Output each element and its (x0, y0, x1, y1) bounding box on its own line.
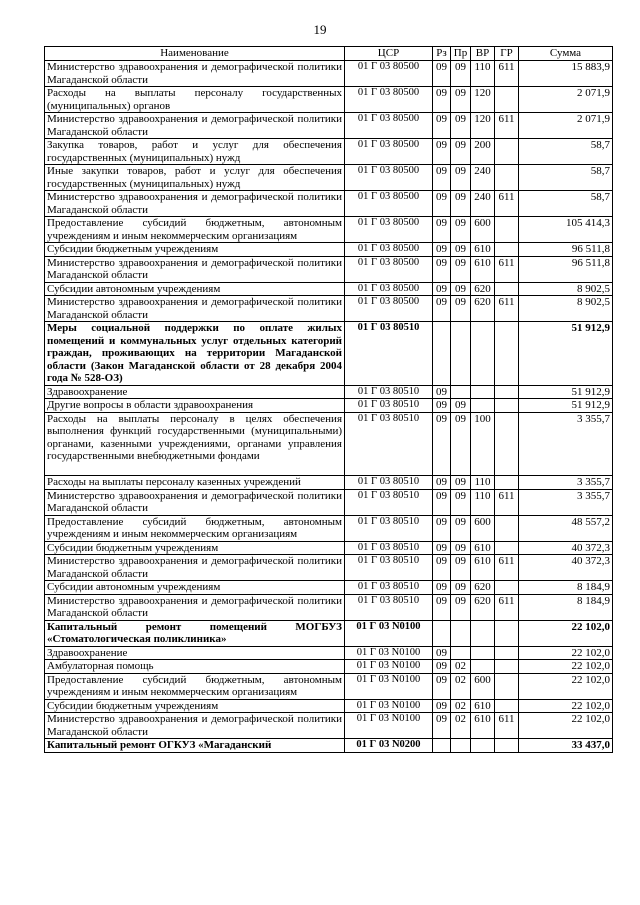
cell-pr: 02 (451, 699, 471, 713)
cell-rz: 09 (433, 282, 451, 296)
cell-vr: 120 (471, 113, 495, 139)
cell-csr: 01 Г 03 80510 (345, 555, 433, 581)
cell-sum: 33 437,0 (519, 739, 613, 753)
cell-pr: 09 (451, 191, 471, 217)
cell-name: Расходы на выплаты персоналу казенных учреждений (45, 476, 345, 490)
cell-rz: 09 (433, 256, 451, 282)
cell-csr: 01 Г 03 80510 (345, 476, 433, 490)
cell-vr (471, 739, 495, 753)
cell-csr: 01 Г 03 80510 (345, 322, 433, 386)
cell-vr: 240 (471, 191, 495, 217)
table-row (45, 385, 613, 399)
cell-name: Здравоохранение (45, 646, 345, 660)
cell-sum: 22 102,0 (519, 713, 613, 739)
cell-pr: 09 (451, 515, 471, 541)
cell-rz: 09 (433, 699, 451, 713)
cell-vr: 610 (471, 541, 495, 555)
cell-csr: 01 Г 03 80510 (345, 515, 433, 541)
table-row (45, 541, 613, 555)
cell-pr: 09 (451, 581, 471, 595)
cell-csr: 01 Г 03 80500 (345, 87, 433, 113)
cell-gr: 611 (495, 489, 519, 515)
cell-pr: 09 (451, 476, 471, 490)
cell-sum: 8 184,9 (519, 594, 613, 620)
cell-gr (495, 620, 519, 646)
cell-vr: 610 (471, 256, 495, 282)
table-row (45, 217, 613, 243)
cell-csr: 01 Г 03 80500 (345, 243, 433, 257)
cell-vr: 610 (471, 243, 495, 257)
cell-name: Закупка товаров, работ и услуг для обеспечения государственных (муниципальных) нужд (45, 139, 345, 165)
cell-rz: 09 (433, 165, 451, 191)
cell-csr: 01 Г 03 N0100 (345, 620, 433, 646)
cell-csr: 01 Г 03 80500 (345, 296, 433, 322)
cell-name: Министерство здравоохранения и демографической политики Магаданской области (45, 61, 345, 87)
cell-pr (451, 322, 471, 386)
cell-pr: 09 (451, 217, 471, 243)
cell-gr (495, 243, 519, 257)
table-row (45, 713, 613, 739)
cell-name: Капитальный ремонт ОГКУЗ «Магаданский (45, 739, 345, 753)
cell-sum: 96 511,8 (519, 243, 613, 257)
cell-rz: 09 (433, 594, 451, 620)
cell-pr: 09 (451, 243, 471, 257)
table-row (45, 739, 613, 753)
cell-csr: 01 Г 03 80500 (345, 191, 433, 217)
page-number: 19 (313, 22, 327, 37)
cell-sum: 3 355,7 (519, 489, 613, 515)
cell-csr: 01 Г 03 N0100 (345, 673, 433, 699)
cell-name: Субсидии бюджетным учреждениям (45, 541, 345, 555)
column-header-vr: ВР (471, 47, 495, 61)
cell-sum: 22 102,0 (519, 620, 613, 646)
budget-table (44, 46, 613, 753)
cell-rz: 09 (433, 296, 451, 322)
cell-gr: 611 (495, 555, 519, 581)
cell-sum: 8 902,5 (519, 282, 613, 296)
cell-pr: 02 (451, 673, 471, 699)
cell-csr: 01 Г 03 80510 (345, 489, 433, 515)
cell-rz: 09 (433, 87, 451, 113)
cell-gr (495, 322, 519, 386)
cell-name: Предоставление субсидий бюджетным, автономным учреждениям и иным некоммерческим организациям (45, 217, 345, 243)
cell-rz: 09 (433, 646, 451, 660)
cell-name: Расходы на выплаты персоналу в целях обеспечения выполнения функций государственными (муниципальными) органами, казенными учреждениями, органами управления государственными внебюджетными фондами (45, 412, 345, 476)
cell-rz: 09 (433, 515, 451, 541)
cell-rz: 09 (433, 217, 451, 243)
cell-rz: 09 (433, 113, 451, 139)
cell-name: Амбулаторная помощь (45, 660, 345, 674)
cell-pr: 09 (451, 87, 471, 113)
cell-name: Предоставление субсидий бюджетным, автономным учреждениям и иным некоммерческим организациям (45, 673, 345, 699)
cell-rz (433, 739, 451, 753)
cell-gr: 611 (495, 713, 519, 739)
cell-vr: 610 (471, 699, 495, 713)
cell-gr (495, 139, 519, 165)
cell-vr: 620 (471, 594, 495, 620)
table-row (45, 660, 613, 674)
table-row (45, 243, 613, 257)
cell-vr: 110 (471, 489, 495, 515)
cell-pr: 09 (451, 61, 471, 87)
cell-gr (495, 646, 519, 660)
cell-csr: 01 Г 03 80500 (345, 282, 433, 296)
cell-vr: 100 (471, 412, 495, 476)
cell-rz: 09 (433, 713, 451, 739)
cell-pr: 09 (451, 256, 471, 282)
cell-name: Субсидии бюджетным учреждениям (45, 699, 345, 713)
cell-pr: 09 (451, 555, 471, 581)
cell-csr: 01 Г 03 N0100 (345, 646, 433, 660)
cell-sum: 8 902,5 (519, 296, 613, 322)
cell-gr: 611 (495, 296, 519, 322)
table-row (45, 620, 613, 646)
cell-sum: 58,7 (519, 165, 613, 191)
cell-name: Министерство здравоохранения и демографической политики Магаданской области (45, 191, 345, 217)
cell-rz: 09 (433, 476, 451, 490)
cell-name: Предоставление субсидий бюджетным, автономным учреждениям и иным некоммерческим организациям (45, 515, 345, 541)
cell-gr (495, 673, 519, 699)
cell-gr (495, 217, 519, 243)
cell-rz: 09 (433, 541, 451, 555)
cell-rz: 09 (433, 399, 451, 413)
cell-gr (495, 399, 519, 413)
cell-gr (495, 660, 519, 674)
cell-vr (471, 660, 495, 674)
cell-csr: 01 Г 03 N0100 (345, 660, 433, 674)
table-row (45, 282, 613, 296)
cell-csr: 01 Г 03 N0100 (345, 699, 433, 713)
cell-csr: 01 Г 03 80510 (345, 412, 433, 476)
cell-gr (495, 739, 519, 753)
cell-name: Министерство здравоохранения и демографической политики Магаданской области (45, 594, 345, 620)
cell-sum: 96 511,8 (519, 256, 613, 282)
cell-gr: 611 (495, 594, 519, 620)
cell-vr: 610 (471, 713, 495, 739)
cell-sum: 2 071,9 (519, 113, 613, 139)
cell-gr (495, 282, 519, 296)
cell-pr: 09 (451, 489, 471, 515)
table-row (45, 256, 613, 282)
table-row (45, 581, 613, 595)
cell-sum: 22 102,0 (519, 646, 613, 660)
cell-name: Здравоохранение (45, 385, 345, 399)
table-row (45, 139, 613, 165)
cell-csr: 01 Г 03 80510 (345, 385, 433, 399)
cell-rz: 09 (433, 673, 451, 699)
cell-name: Министерство здравоохранения и демографической политики Магаданской области (45, 555, 345, 581)
table-row (45, 61, 613, 87)
cell-sum: 15 883,9 (519, 61, 613, 87)
cell-gr: 611 (495, 191, 519, 217)
cell-pr: 09 (451, 399, 471, 413)
cell-pr: 02 (451, 713, 471, 739)
cell-rz: 09 (433, 555, 451, 581)
cell-gr (495, 541, 519, 555)
cell-sum: 8 184,9 (519, 581, 613, 595)
cell-pr: 09 (451, 296, 471, 322)
table-row (45, 399, 613, 413)
cell-sum: 22 102,0 (519, 699, 613, 713)
column-header-csr: ЦСР (345, 47, 433, 61)
cell-gr: 611 (495, 113, 519, 139)
table-body (45, 61, 613, 753)
cell-gr (495, 515, 519, 541)
cell-gr (495, 581, 519, 595)
cell-vr (471, 620, 495, 646)
cell-rz: 09 (433, 660, 451, 674)
cell-vr: 110 (471, 476, 495, 490)
cell-sum: 51 912,9 (519, 385, 613, 399)
cell-vr: 200 (471, 139, 495, 165)
cell-name: Меры социальной поддержки по оплате жилых помещений и коммунальных услуг отдельных категорий граждан, проживающих на территории Магаданской области (Закон Магаданской области от 28 декабря 2004 года № 528-ОЗ) (45, 322, 345, 386)
cell-rz: 09 (433, 581, 451, 595)
cell-sum: 48 557,2 (519, 515, 613, 541)
table-row (45, 489, 613, 515)
cell-sum: 22 102,0 (519, 673, 613, 699)
cell-vr: 110 (471, 61, 495, 87)
column-header-name: Наименование (45, 47, 345, 61)
cell-vr: 620 (471, 282, 495, 296)
cell-gr (495, 385, 519, 399)
cell-vr: 600 (471, 217, 495, 243)
cell-pr: 09 (451, 594, 471, 620)
cell-rz: 09 (433, 489, 451, 515)
cell-pr: 09 (451, 113, 471, 139)
table-row (45, 191, 613, 217)
cell-name: Министерство здравоохранения и демографической политики Магаданской области (45, 256, 345, 282)
cell-rz: 09 (433, 191, 451, 217)
cell-gr (495, 412, 519, 476)
cell-pr: 09 (451, 282, 471, 296)
cell-vr (471, 399, 495, 413)
cell-vr: 600 (471, 515, 495, 541)
cell-csr: 01 Г 03 80510 (345, 594, 433, 620)
cell-pr (451, 739, 471, 753)
cell-vr: 600 (471, 673, 495, 699)
column-header-gr: ГР (495, 47, 519, 61)
cell-pr: 09 (451, 139, 471, 165)
cell-rz: 09 (433, 139, 451, 165)
cell-pr: 09 (451, 541, 471, 555)
table-row (45, 113, 613, 139)
cell-rz (433, 322, 451, 386)
cell-name: Субсидии бюджетным учреждениям (45, 243, 345, 257)
cell-csr: 01 Г 03 80500 (345, 139, 433, 165)
cell-csr: 01 Г 03 80500 (345, 165, 433, 191)
table-row (45, 555, 613, 581)
cell-sum: 51 912,9 (519, 322, 613, 386)
table-row (45, 412, 613, 476)
cell-pr: 09 (451, 412, 471, 476)
table-row (45, 646, 613, 660)
cell-sum: 2 071,9 (519, 87, 613, 113)
cell-name: Субсидии автономным учреждениям (45, 282, 345, 296)
cell-rz: 09 (433, 412, 451, 476)
table-header-row (45, 47, 613, 61)
table-row (45, 296, 613, 322)
cell-csr: 01 Г 03 80500 (345, 61, 433, 87)
cell-vr: 620 (471, 581, 495, 595)
cell-sum: 40 372,3 (519, 555, 613, 581)
cell-csr: 01 Г 03 N0200 (345, 739, 433, 753)
table-row (45, 322, 613, 386)
cell-name: Министерство здравоохранения и демографической политики Магаданской области (45, 296, 345, 322)
cell-gr (495, 87, 519, 113)
cell-sum: 51 912,9 (519, 399, 613, 413)
cell-sum: 3 355,7 (519, 412, 613, 476)
column-header-sum: Сумма (519, 47, 613, 61)
cell-csr: 01 Г 03 80510 (345, 541, 433, 555)
cell-csr: 01 Г 03 80500 (345, 217, 433, 243)
cell-csr: 01 Г 03 80500 (345, 256, 433, 282)
cell-pr (451, 620, 471, 646)
cell-name: Субсидии автономным учреждениям (45, 581, 345, 595)
cell-pr (451, 646, 471, 660)
cell-rz (433, 620, 451, 646)
cell-name: Министерство здравоохранения и демографической политики Магаданской области (45, 489, 345, 515)
cell-csr: 01 Г 03 80510 (345, 581, 433, 595)
cell-vr (471, 385, 495, 399)
cell-name: Иные закупки товаров, работ и услуг для обеспечения государственных (муниципальных) нужд (45, 165, 345, 191)
cell-vr (471, 322, 495, 386)
cell-name: Министерство здравоохранения и демографической политики Магаданской области (45, 113, 345, 139)
cell-name: Расходы на выплаты персоналу государственных (муниципальных) органов (45, 87, 345, 113)
cell-rz: 09 (433, 61, 451, 87)
cell-vr: 240 (471, 165, 495, 191)
cell-sum: 40 372,3 (519, 541, 613, 555)
cell-name: Министерство здравоохранения и демографической политики Магаданской области (45, 713, 345, 739)
column-header-pr: Пр (451, 47, 471, 61)
table-row (45, 165, 613, 191)
cell-csr: 01 Г 03 80510 (345, 399, 433, 413)
cell-gr (495, 476, 519, 490)
cell-pr: 02 (451, 660, 471, 674)
cell-vr: 610 (471, 555, 495, 581)
cell-sum: 58,7 (519, 191, 613, 217)
cell-rz: 09 (433, 243, 451, 257)
cell-gr (495, 699, 519, 713)
cell-csr: 01 Г 03 80500 (345, 113, 433, 139)
table-row (45, 87, 613, 113)
cell-sum: 3 355,7 (519, 476, 613, 490)
cell-sum: 22 102,0 (519, 660, 613, 674)
cell-csr: 01 Г 03 N0100 (345, 713, 433, 739)
cell-vr: 620 (471, 296, 495, 322)
table-row (45, 594, 613, 620)
table-row (45, 476, 613, 490)
cell-vr: 120 (471, 87, 495, 113)
cell-sum: 105 414,3 (519, 217, 613, 243)
cell-gr: 611 (495, 256, 519, 282)
cell-vr (471, 646, 495, 660)
cell-name: Другие вопросы в области здравоохранения (45, 399, 345, 413)
cell-gr (495, 165, 519, 191)
cell-name: Капитальный ремонт помещений МОГБУЗ «Стоматологическая поликлиника» (45, 620, 345, 646)
cell-pr (451, 385, 471, 399)
cell-rz: 09 (433, 385, 451, 399)
column-header-rz: Рз (433, 47, 451, 61)
table-row (45, 699, 613, 713)
table-row (45, 515, 613, 541)
cell-sum: 58,7 (519, 139, 613, 165)
cell-pr: 09 (451, 165, 471, 191)
cell-gr: 611 (495, 61, 519, 87)
table-row (45, 673, 613, 699)
